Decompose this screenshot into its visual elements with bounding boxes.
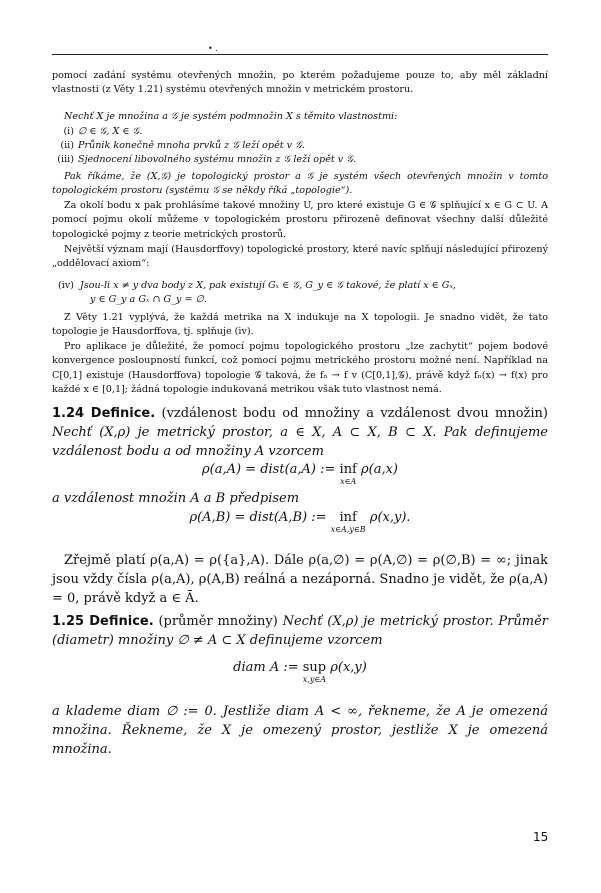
definition-1-25-title: 1.25 Definice. [52,614,154,629]
equation-diameter: diam A := sup x,y∈A ρ(x,y) [233,660,367,684]
paragraph-neighbourhood: Za okolí bodu x pak prohlásíme takové množiny U, pro které existuje G ∈ 𝒢 splňující x ∈ G ⊂ U. A pomocí pojmu okolí můžeme v topologickém prostoru přirozeně definovat všechny další důležité topologické pojmy z teorie metrických prostorů. [52,200,548,240]
equation-set-set-distance: ρ(A,B) = dist(A,B) := inf x∈A,y∈B ρ(x,y). [189,510,411,534]
definition-1-25-text: Nechť (X,ρ) je metrický prostor. Průměr (diametr) množiny ∅ ≠ A ⊂ X definujeme vzorcem [52,614,548,648]
paragraph-intro: pomocí zadání systému otevřených množin, po kterém požadujeme pouze to, aby měl základní vlastnosti (z Věty 1.21) systému otevřených množin v metrickém prostoru. [52,70,548,96]
definition-1-24-topic: (vzdálenost bodu od množiny a vzdálenost dvou množin) [161,406,548,421]
paragraph-bounded-set: a klademe diam ∅ := 0. Jestliže diam A < ∞, řekneme, že A je omezená množina. Řekneme, že X je omezený prostor, jestliže X je omezená množina. [52,704,548,757]
definition-1-24 [52,404,548,461]
definition-1-25 [52,612,548,650]
equation-point-set-distance: ρ(a,A) = dist(a,A) := inf x∈A ρ(a,x) [201,462,399,486]
axiom-item-iv: (iv) Jsou-li x ≠ y dva body z X, pak existují Gₓ ∈ 𝒢, G_y ∈ 𝒢 takové, že platí x ∈ Gₓ, [58,280,456,291]
paragraph-topological-space: Pak říkáme, že (X,𝒢) je topologický prostor a 𝒢 je systém všech otevřených množin v tomto topologickém prostoru (systému 𝒢 se někdy říká „topologie“). [52,171,548,197]
paragraph-metric-topology: Z Věty 1.21 vyplývá, že každá metrika na X indukuje na X topologii. Je snadno vidět, že tato topologie je Hausdorffova, tj. splňuje (iv). [52,312,548,338]
page-number: 15 [533,830,549,844]
axiom-item-ii: (ii) Průnik konečně mnoha prvků z 𝒢 leží opět v 𝒢. [60,140,305,151]
running-header: • . [208,44,218,53]
definition-1-24-title: 1.24 Definice. [52,406,156,421]
definition-1-24-mid: a vzdálenost množin A a B předpisem [52,491,300,506]
definition-1-24-text: Nechť (X,ρ) je metrický prostor, a ∈ X, A ⊂ X, B ⊂ X. Pak definujeme vzdálenost bodu a od množiny A vzorcem [52,425,548,459]
axiom-item-iii: (iii) Sjednocení libovolného systému množin z 𝒢 leží opět v 𝒢. [57,154,357,165]
axiom-item-i: (i) ∅ ∈ 𝒢, X ∈ 𝒢. [63,126,143,137]
paragraph-distance-remarks: Zřejmě platí ρ(a,A) = ρ({a},A). Dále ρ(a,∅) = ρ(A,∅) = ρ(∅,B) = ∞; jinak jsou vždy čísla ρ(a,A), ρ(A,B) reálná a nezáporná. Snadno je vidět, že ρ(a,A) = 0, právě když a ∈ Ā. [52,553,548,606]
header-rule [52,54,548,55]
axiom-item-iv-cont: y ∈ G_y a Gₓ ∩ G_y = ∅. [90,294,207,305]
paragraph-hausdorff: Největší význam mají (Hausdorffovy) topologické prostory, které navíc splňují následující přirozený „oddělovací axiom“: [52,244,548,270]
paragraph-applications: Pro aplikace je důležité, že pomocí pojmu topologického prostoru „lze zachytit“ pojem bodové konvergence posloupností funkcí, což pomocí pojmu metrického prostoru možné není. Například na C[0,1] existuje (Hausdorffova) topologie 𝒢 taková, že fₙ → f v (C[0,1],𝒢), právě když fₙ(x) → f(x) pro každé x ∈ [0,1]; žádná topologie indukovaná metrikou však tuto vlastnost nemá. [52,341,548,395]
definition-1-25-topic: (průměr množiny) [158,614,278,629]
paragraph-axioms-intro: Nechť X je množina a 𝒢 je systém podmnožin X s těmito vlastnostmi: [64,111,398,122]
